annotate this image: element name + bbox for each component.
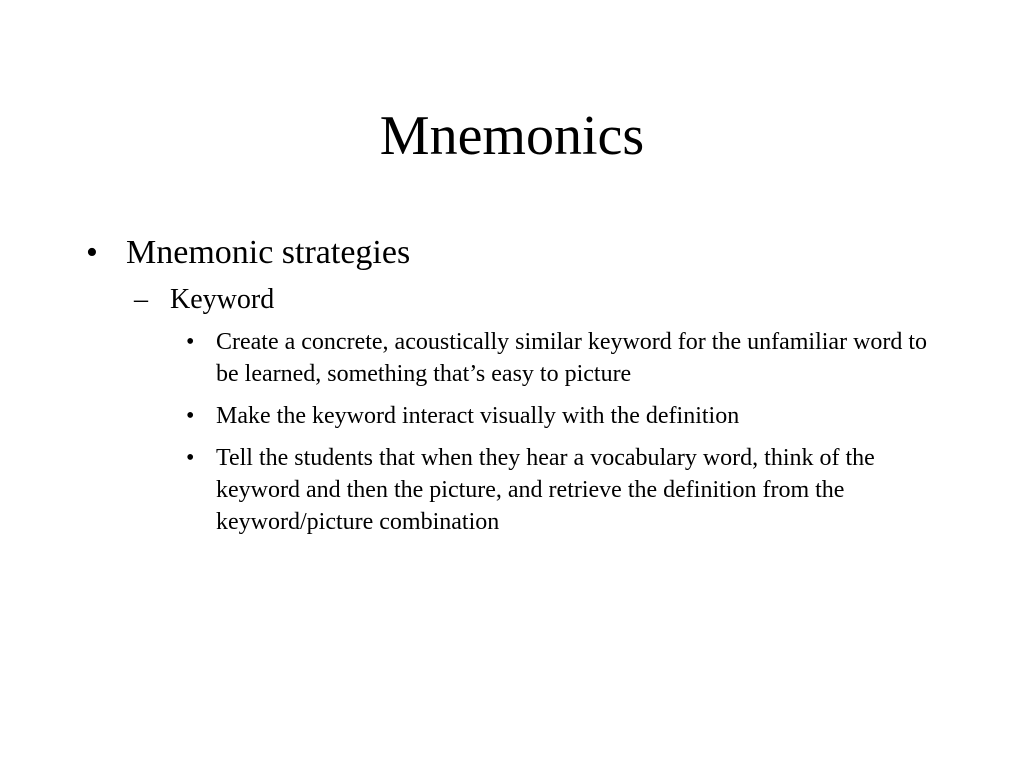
list-item — [186, 400, 946, 432]
bullet-text: Mnemonic strategies — [126, 234, 411, 271]
list-item-text: Make the keyword interact visually with the definition — [216, 403, 740, 429]
bullet-mnemonic-strategies — [86, 232, 966, 274]
list-item-text: Tell the students that when they hear a vocabulary word, think of the keyword and then the picture, and retrieve the definition from the keyword/picture combination — [216, 445, 875, 535]
slide-title: Mnemonics — [379, 105, 645, 167]
slide-body — [86, 232, 966, 548]
list-item-text: Create a concrete, acoustically similar keyword for the unfamiliar word to be learned, something that’s easy to picture — [216, 329, 928, 387]
keyword-steps-list — [186, 326, 966, 538]
subbullet-keyword — [134, 282, 966, 318]
bullet-dot-icon: • — [186, 403, 195, 429]
bullet-dot-icon: • — [186, 445, 195, 471]
list-item — [186, 442, 946, 538]
bullet-dot-icon: • — [186, 329, 195, 355]
dash-bullet-icon: – — [134, 284, 148, 315]
bullet-dot-icon: • — [86, 234, 98, 271]
list-item — [186, 326, 946, 390]
subbullet-text: Keyword — [170, 284, 275, 315]
